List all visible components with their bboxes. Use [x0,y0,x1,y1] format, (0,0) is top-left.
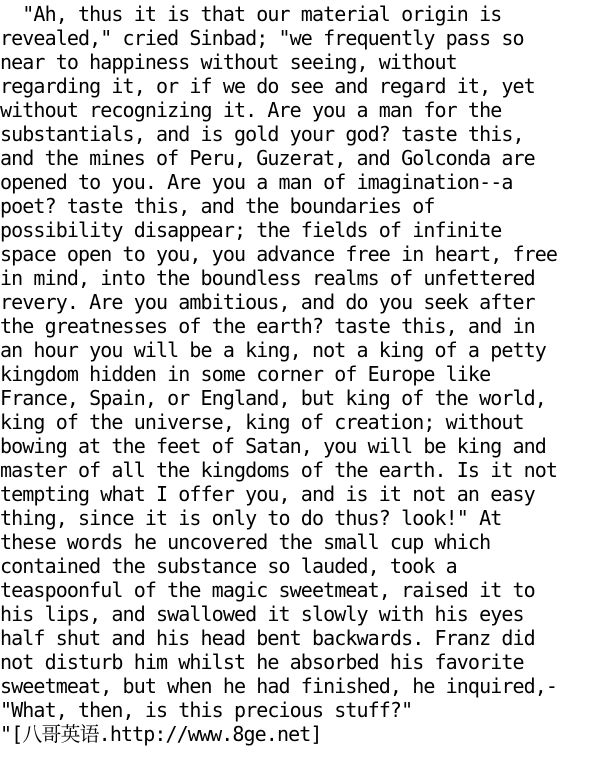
text-line-23: these words he uncovered the small cup which [0,530,491,554]
text-line-4: regarding it, or if we do see and regard it, yet [0,74,535,98]
text-line-2: revealed," cried Sinbad; "we frequently pass so [0,26,524,50]
text-line-28: not disturb him whilst he absorbed his favorite [0,650,524,674]
text-line-8: opened to you. Are you a man of imagination--a [0,170,513,194]
text-line-15: an hour you will be a king, not a king of a petty [0,338,546,362]
text-line-26: his lips, and swallowed it slowly with his eyes [0,602,524,626]
text-line-9: poet? taste this, and the boundaries of [0,194,435,218]
text-line-29: sweetmeat, but when he had finished, he inquired,- [0,674,558,698]
text-line-27: half shut and his head bent backwards. Franz did [0,626,535,650]
text-line-7: and the mines of Peru, Guzerat, and Golconda are [0,146,535,170]
text-line-3: near to happiness without seeing, without [0,50,457,74]
text-line-18: king of the universe, king of creation; without [0,410,524,434]
text-line-20: master of all the kingdoms of the earth. Is it not [0,458,558,482]
text-line-19: bowing at the feet of Satan, you will be king and [0,434,546,458]
text-line-13: revery. Are you ambitious, and do you seek after [0,290,535,314]
source-credit-line: "[八哥英语.http://www.8ge.net] [0,722,322,746]
text-line-30: "What, then, is this precious stuff?" [0,698,413,722]
text-line-12: in mind, into the boundless realms of unfettered [0,266,535,290]
text-line-21: tempting what I offer you, and is it not an easy [0,482,535,506]
text-line-6: substantials, and is gold your god? taste this, [0,122,524,146]
text-line-1: "Ah, thus it is that our material origin is [0,2,502,26]
text-line-16: kingdom hidden in some corner of Europe like [0,362,491,386]
text-line-10: possibility disappear; the fields of infinite [0,218,502,242]
text-line-11: space open to you, you advance free in heart, free [0,242,558,266]
text-line-24: contained the substance so lauded, took a [0,554,457,578]
text-line-17: France, Spain, or England, but king of the world, [0,386,546,410]
text-line-25: teaspoonful of the magic sweetmeat, raised it to [0,578,535,602]
text-line-14: the greatnesses of the earth? taste this, and in [0,314,535,338]
text-line-5: without recognizing it. Are you a man for the [0,98,502,122]
text-line-22: thing, since it is only to do thus? look!" At [0,506,502,530]
